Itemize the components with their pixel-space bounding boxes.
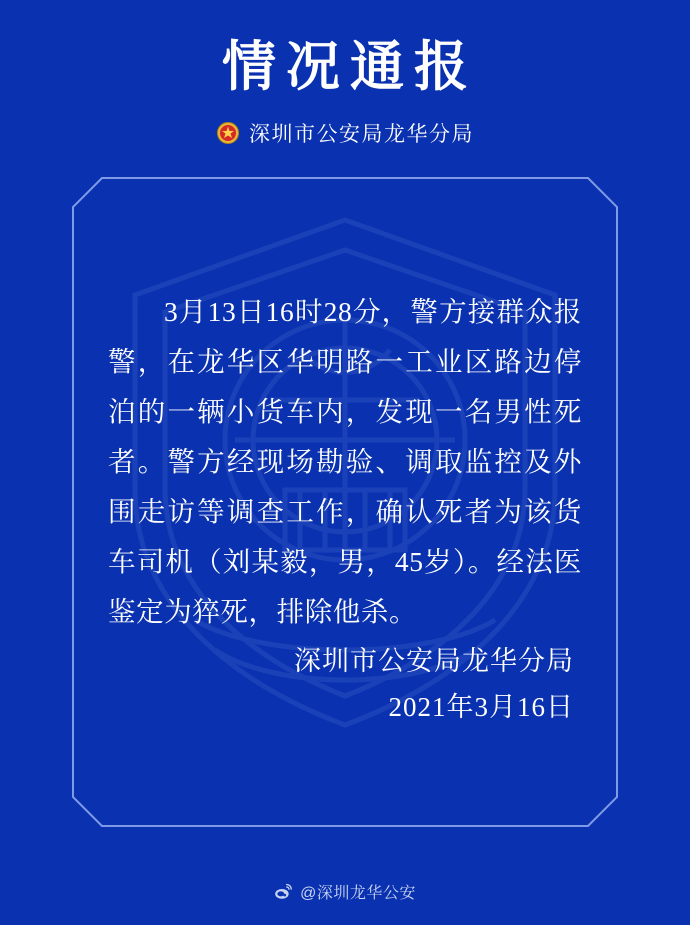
footer-account-name: @深圳龙华公安 xyxy=(300,885,416,902)
notice-signature xyxy=(294,638,574,731)
weibo-icon xyxy=(274,882,293,901)
issuer-row xyxy=(0,118,690,148)
police-badge-icon xyxy=(216,121,240,145)
issuer-name: 深圳市公安局龙华分局 xyxy=(249,121,474,146)
signature-date: 2021年3月16日 xyxy=(388,692,574,723)
page-title: 情况通报 xyxy=(222,37,478,97)
notice-body: 3月13日16时28分，警方接群众报警，在龙华区华明路一工业区路边停泊的一辆小货车内，发现一名男性死者。警方经现场勘验、调取监控及外围走访等调查工作，确认死者为该货车司机（刘某毅，男，45岁）。经法医鉴定为猝死，排除他杀。 xyxy=(108,295,582,627)
notice-frame xyxy=(72,177,618,827)
footer-account xyxy=(0,880,690,903)
card-header xyxy=(0,0,690,148)
signature-organization: 深圳市公安局龙华分局 xyxy=(294,645,574,676)
